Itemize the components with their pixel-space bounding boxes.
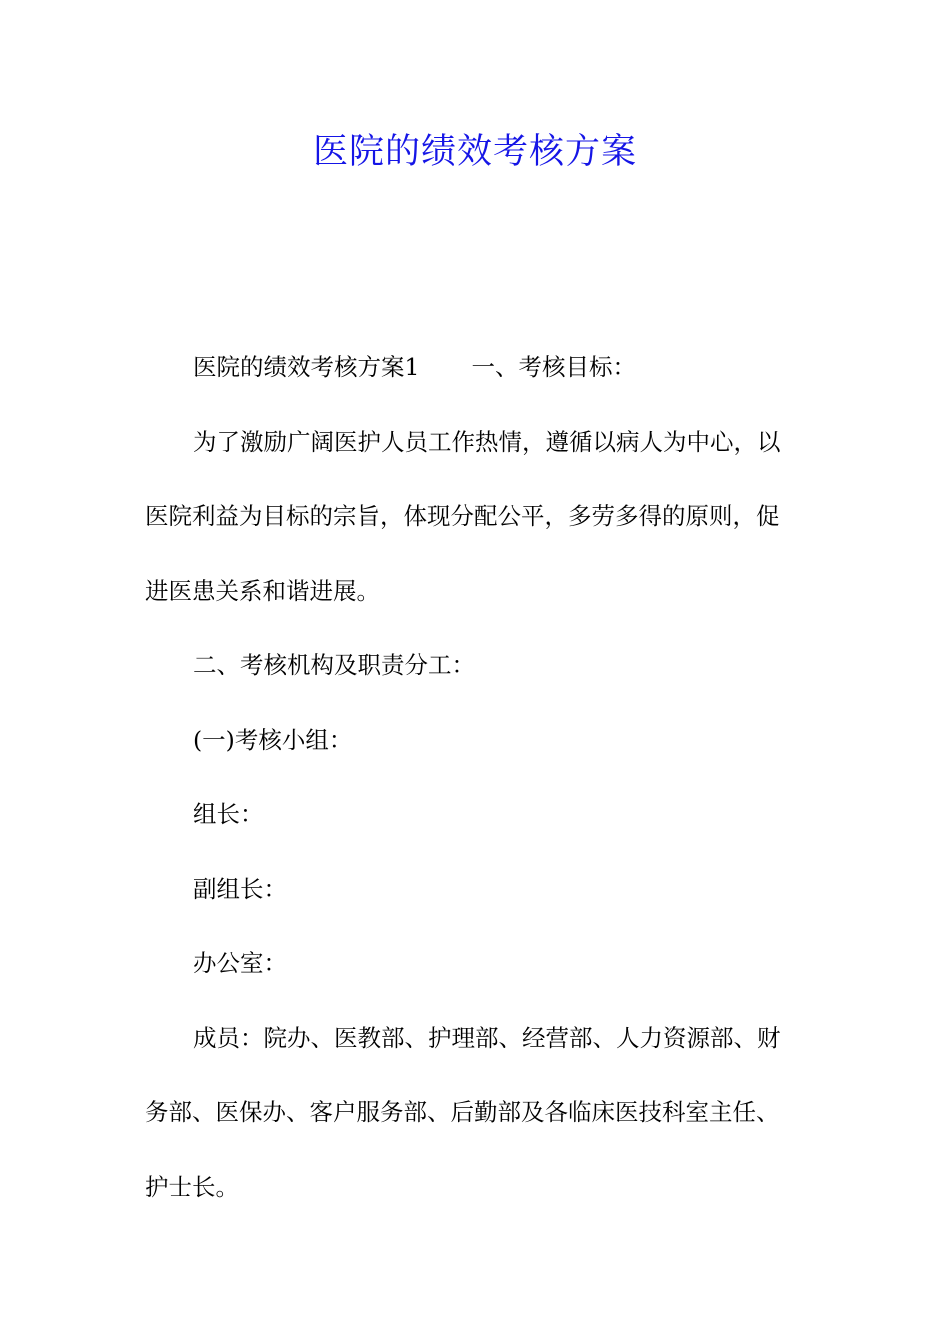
members-line: 务部、医保办、客户服务部、后勤部及各临床医技科室主任、 xyxy=(145,1098,780,1126)
section-heading-organization: 二、考核机构及职责分工： xyxy=(193,651,475,679)
paragraph-heading xyxy=(145,330,810,405)
subsection-heading: (一)考核小组： xyxy=(193,725,353,754)
role-deputy-leader: 副组长： xyxy=(193,874,287,903)
members-line: 成员：院办、医教部、护理部、经营部、人力资源部、财 xyxy=(193,1023,781,1052)
section-heading-goals: 一、考核目标： xyxy=(471,353,636,381)
paragraph-line: 进医患关系和谐进展。 xyxy=(145,576,380,605)
role-office: 办公室： xyxy=(193,949,287,977)
paragraph-line: 为了激励广阔医护人员工作热情，遵循以病人为中心，以 xyxy=(193,427,781,456)
plan-number-label: 医院的绩效考核方案1 xyxy=(193,353,420,381)
role-leader: 组长： xyxy=(193,800,264,828)
members-line: 护士长。 xyxy=(145,1172,239,1201)
paragraph-line: 医院利益为目标的宗旨，体现分配公平，多劳多得的原则，促 xyxy=(145,502,780,530)
document-body xyxy=(145,330,810,1224)
document-title: 医院的绩效考核方案 xyxy=(312,132,637,172)
